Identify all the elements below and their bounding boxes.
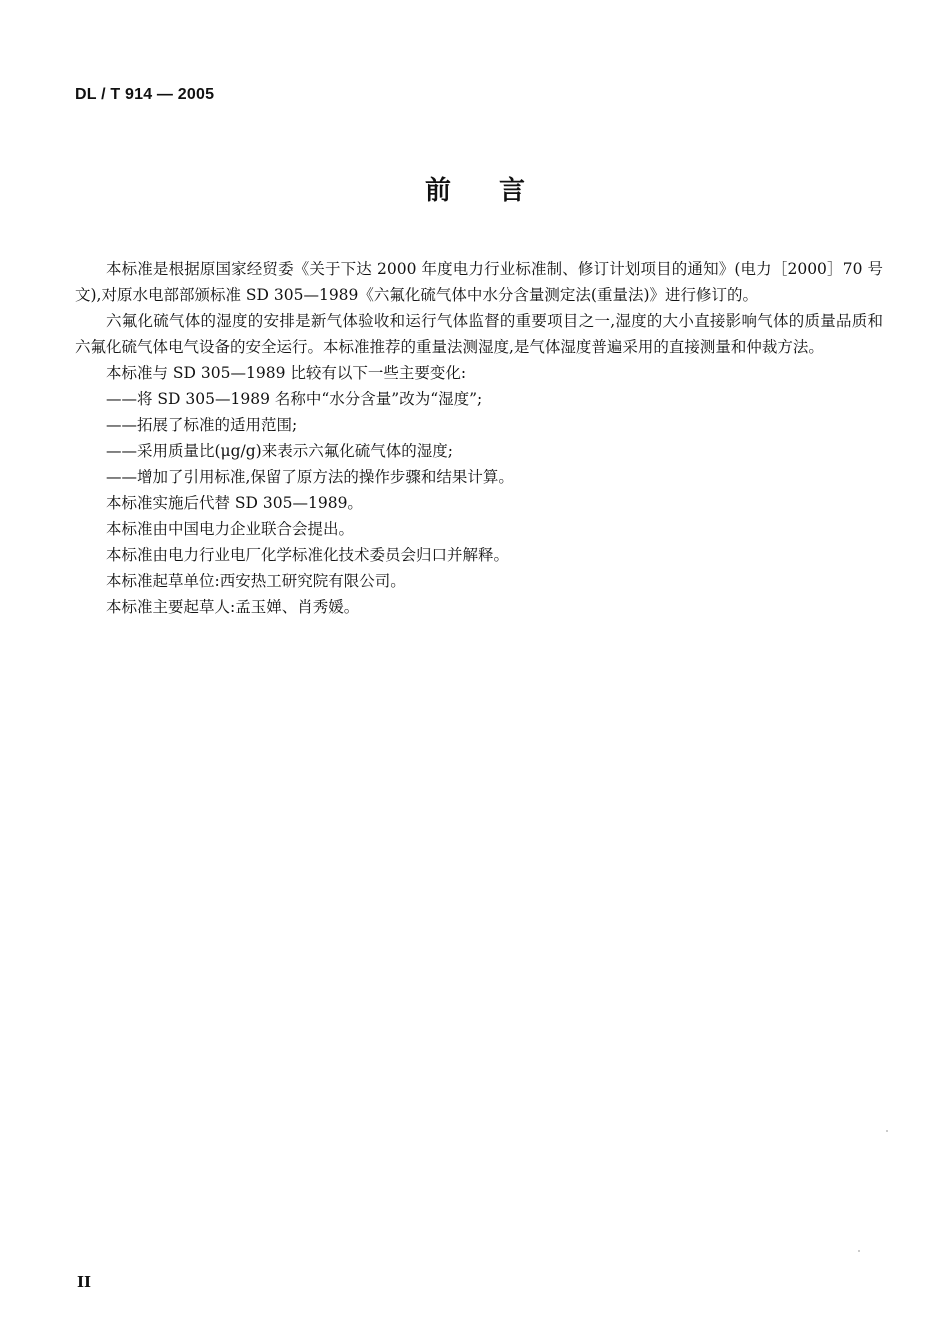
- page-title: 前言: [424, 176, 573, 206]
- paragraph-humidity-importance: 六氟化硫气体的湿度的安排是新气体验收和运行气体监督的重要项目之一,湿度的大小直接影响气体的质量品质和六氟化硫气体电气设备的安全运行。本标准推荐的重量法测湿度,是气体湿度普遍采用的直接测量和仲裁方法。: [75, 312, 883, 356]
- line-drafters: 本标准主要起草人:孟玉婵、肖秀媛。: [106, 598, 360, 616]
- preface-body: [75, 256, 883, 620]
- scan-speck: [886, 1130, 888, 1132]
- line-changes-intro: 本标准与 SD 305—1989 比较有以下一些主要变化:: [106, 364, 467, 382]
- line-replaces: 本标准实施后代替 SD 305—1989。: [106, 494, 363, 512]
- line-change-scope: ——拓展了标准的适用范围;: [106, 416, 298, 434]
- standard-number: DL / T 914 — 2005: [75, 86, 215, 103]
- page-number: II: [77, 1273, 92, 1291]
- line-proposed-by: 本标准由中国电力企业联合会提出。: [106, 520, 355, 538]
- line-managed-by: 本标准由电力行业电厂化学标准化技术委员会归口并解释。: [106, 546, 510, 564]
- line-change-unit: ——采用质量比(μg/g)来表示六氟化硫气体的湿度;: [106, 442, 453, 460]
- line-drafting-unit: 本标准起草单位:西安热工研究院有限公司。: [106, 572, 406, 590]
- scan-speck: [858, 1250, 860, 1252]
- paragraph-revision-basis: 本标准是根据原国家经贸委《关于下达 2000 年度电力行业标准制、修订计划项目的通知》(电力［2000］70 号文),对原水电部部颁标准 SD 305—1989《六氟化硫气体中水分含量测定法(重量法)》进行修订的。: [75, 260, 883, 304]
- line-change-name: ——将 SD 305—1989 名称中“水分含量”改为“湿度”;: [106, 390, 483, 408]
- line-change-references: ——增加了引用标准,保留了原方法的操作步骤和结果计算。: [106, 468, 514, 486]
